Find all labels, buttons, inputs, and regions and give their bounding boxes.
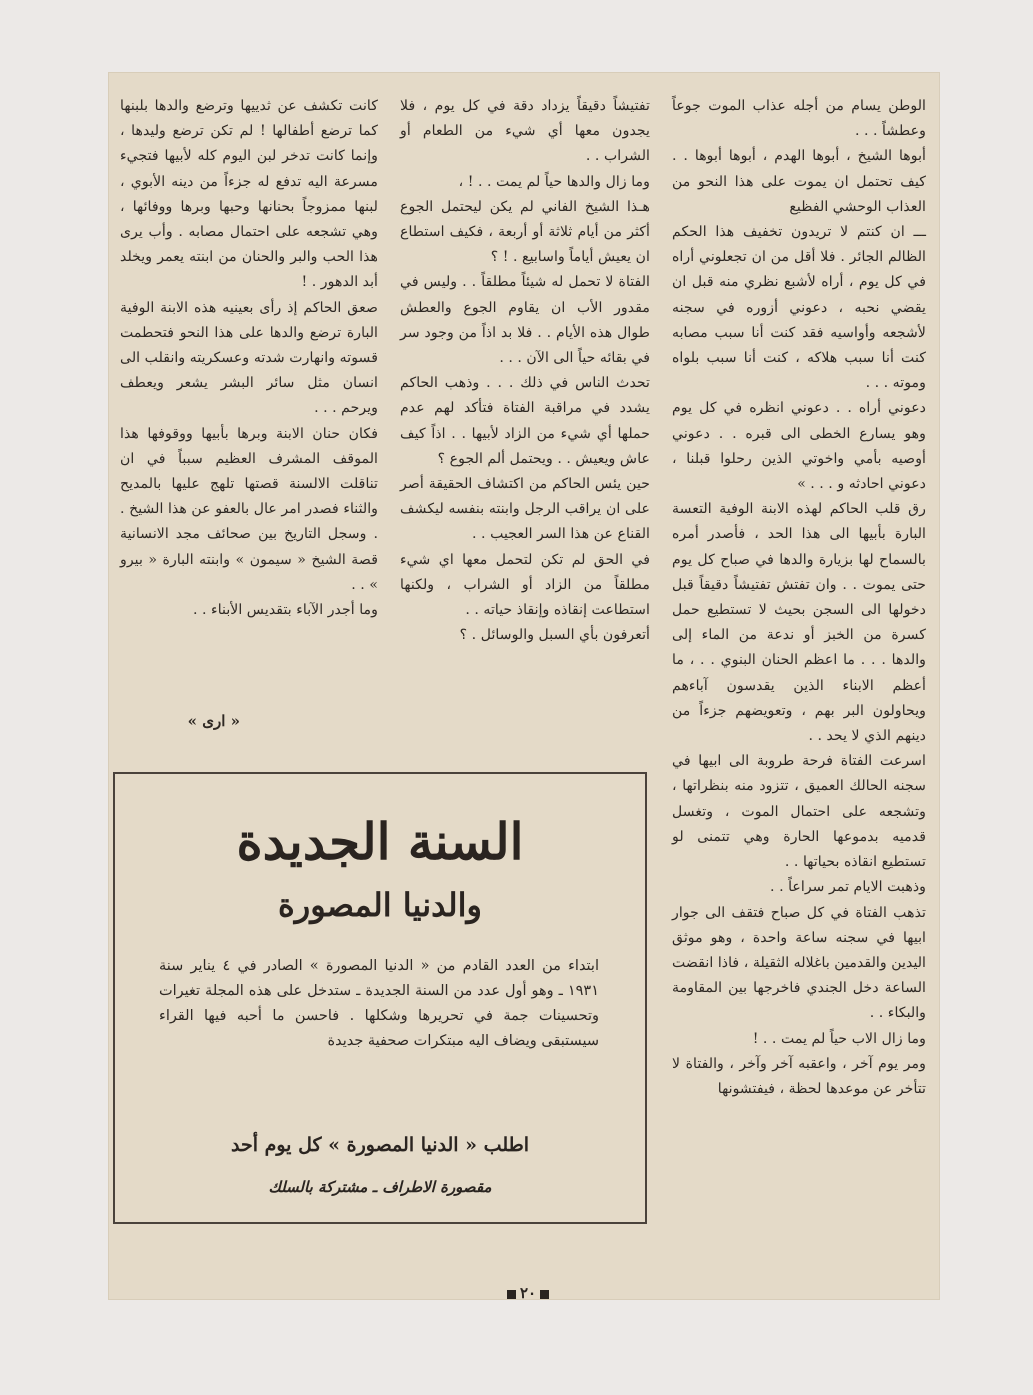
paragraph: وذهبت الايام تمر سراعاً . . (770, 879, 926, 896)
paragraph: أتعرفون بأي السبل والوسائل . ؟ (459, 627, 650, 644)
square-ornament-icon (507, 1290, 516, 1299)
paragraph: حين يئس الحاكم من اكتشاف الحقيقة أصر على ان يراقب الرجل وابنته بنفسه ليكشف القناع عن هذا السر العجيب . . (400, 476, 650, 543)
paragraph: ومر يوم آخر ، واعقبه آخر وآخر ، والفتاة لا تتأخر عن موعدها لحظة ، فيفتشونها (672, 1055, 926, 1097)
paragraph: كانت تكشف عن ثدييها وترضع والدها بلبنها كما ترضع أطفالها ! لم تكن ترضع وليدها ، وإنما كانت تدخر لبن اليوم كله لأبيها فتجيء مسرعة اليه تدفع له جزءاً من دينه الأبوي ، لبنها ممزوجاً بحنانها وحبها وبرها ووفائها ، وهي تشجعه على احتمال مصابه . وأب يرى هذا الحب والبر والحنان من ابنته يعمر ويخلد أبد الدهور . ! (120, 98, 378, 291)
paragraph: تحدث الناس في ذلك . . . وذهب الحاكم يشدد في مراقبة الفتاة فتأكد لهم عدم حملها أي شيء من الزاد لأبيها . . اذاً كيف عاش ويعيش . . ويحتمل ألم الجوع ؟ (400, 375, 650, 467)
ad-call-to-action: اطلب « الدنيا المصورة » كل يوم أحد (230, 1134, 530, 1156)
paragraph: تفتيشاً دقيقاً يزداد دقة في كل يوم ، فلا يجدون معها أي شيء من الطعام أو الشراب . . (400, 98, 650, 165)
paragraph: وما زال الاب حياً لم يمت . . ! (752, 1030, 926, 1047)
advertisement-box (113, 772, 647, 1224)
paragraph: اسرعت الفتاة فرحة طروبة الى ابيها في سجنه الحالك العميق ، تتزود منه بنظراتها ، وتشجعه على احتمال الموت ، وتغسل قدميه بدموعها الحارة وهي تتمنى لو تستطيع انقاذه بحياتها . . (672, 753, 926, 871)
magazine-page (108, 72, 940, 1300)
article-column-middle (400, 94, 650, 648)
article-column-right (672, 94, 926, 1102)
paragraph: الفتاة لا تحمل له شيئاً مطلقاً . . وليس في مقدور الأب ان يقاوم الجوع والعطش طوال هذه الأيام . . فلا بد اذاً من وجود سر في بقائه حياً الى الآن . . . (400, 274, 650, 367)
paragraph: وما أجدر الآباء بتقديس الأبناء . . (193, 602, 378, 619)
ad-title: السنة الجديدة (236, 812, 524, 871)
paragraph: تذهب الفتاة في كل صباح فتقف الى جوار ابيها في سجنه ساعة واحدة ، وهو موثق اليدين والقدمين باغلاله الثقيلة ، فاذا انقضت الساعة دخل الجندي فاخرجها بين المقاومة والبكاء . . (672, 904, 926, 1022)
page-number-text: ٢٠ (519, 1284, 537, 1302)
ad-note: مقصورة الاطراف ـ مشتركة بالسلك (268, 1178, 492, 1196)
paragraph: دعوني أراه . . دعوني انظره في كل يوم وهو يسارع الخطى الى قبره . . دعوني أوصيه بأمي واخوتي الذين رحلوا قبلنا ، دعوني احادثه و . . . » (672, 400, 926, 493)
paragraph: رق قلب الحاكم لهذه الابنة الوفية التعسة البارة بأبيها الى هذا الحد ، فأصدر أمره بالسماح لها بزيارة والدها في صباح كل يوم حتى يموت . . وان تفتش تفتيشاً دقيقاً قبل دخولها الى السجن بحيث لا تستطيع حمل كسرة من الخبز أو ندعة من الماء إلى والدها . . . ما اعظم الحنان البنوي . . ، ما أعظم الابناء الذين يقدسون آباءهم ويحاولون البر بهم ، وتعويضهم جزءاً من دينهم الذي لا يحد . . (672, 501, 926, 745)
ad-body: ابتداء من العدد القادم من « الدنيا المصورة » الصادر في ٤ يناير سنة ١٩٣١ ـ وهو أول عدد من السنة الجديدة ـ ستدخل على هذه المجلة تغيرات وتحسينات جمة في تحريرها وشكلها . فاحسن ما أحبه فيها القراء سيستبقى ويضاف اليه مبتكرات صحفية جديدة (159, 958, 599, 1049)
paragraph: صعق الحاكم إذ رأى بعينيه هذه الابنة الوفية البارة ترضع والدها على هذا النحو فتحطمت قسوته وانهارت شدته وعسكريته وانقلب الى انسان مثل سائر البشر يشعر ويعطف ويرحم . . . (120, 299, 378, 417)
paragraph: وما زال والدها حياً لم يمت . . ! ، (458, 173, 650, 190)
paragraph: ـــ ان كنتم لا تريدون تخفيف هذا الحكم الظالم الجائر . فلا أقل من ان تجعلوني أراه في كل يوم ، أراه لأشبع نظري منه قبل ان يقضي نحبه ، دعوني أزوره في سجنه لأشجعه وأواسيه فقد كنت أنا سبب مصابه كنت أنا سبب هلاكه ، كنت أنا سبب بلواه وموته . . . (672, 224, 926, 392)
paragraph: أبوها الشيخ ، أبوها الهدم ، أبوها أبوها . . كيف تحتمل ان يموت على هذا النحو من العذاب الوحشي الفظيع (672, 148, 926, 215)
square-ornament-icon (540, 1290, 549, 1299)
author-signature: « ارى » (187, 712, 240, 730)
article-column-left (120, 94, 378, 623)
paragraph: فكان حنان الابنة وبرها بأبيها ووقوفها هذا الموقف المشرف العظيم سبباً في ان تناقلت الالسنة قصتها تلهج عليها بالمديح والثناء فصدر امر عال بالعفو عن هذا الشيخ . . وسجل التاريخ بين صحائف مجد الانسانية قصة الشيخ « سيمون » وابنته البارة « بيرو » . . (120, 425, 378, 593)
paragraph: هـذا الشيخ الفاني لم يكن ليحتمل الجوع أكثر من أيام ثلاثة أو أربعة ، فكيف استطاع ان يعيش أياماً واسابيع . ! ؟ (400, 198, 650, 266)
ad-subtitle: والدنيا المصورة (278, 886, 482, 924)
paragraph: الوطن يسام من أجله عذاب الموت جوعاً وعطشاً . . . (672, 98, 926, 140)
page-number (488, 1284, 568, 1302)
paragraph: في الحق لم تكن لتحمل معها اي شيء مطلقاً من الزاد أو الشراب ، ولكنها استطاعت إنقاذه وإنقاذ حياته . . (400, 551, 650, 619)
